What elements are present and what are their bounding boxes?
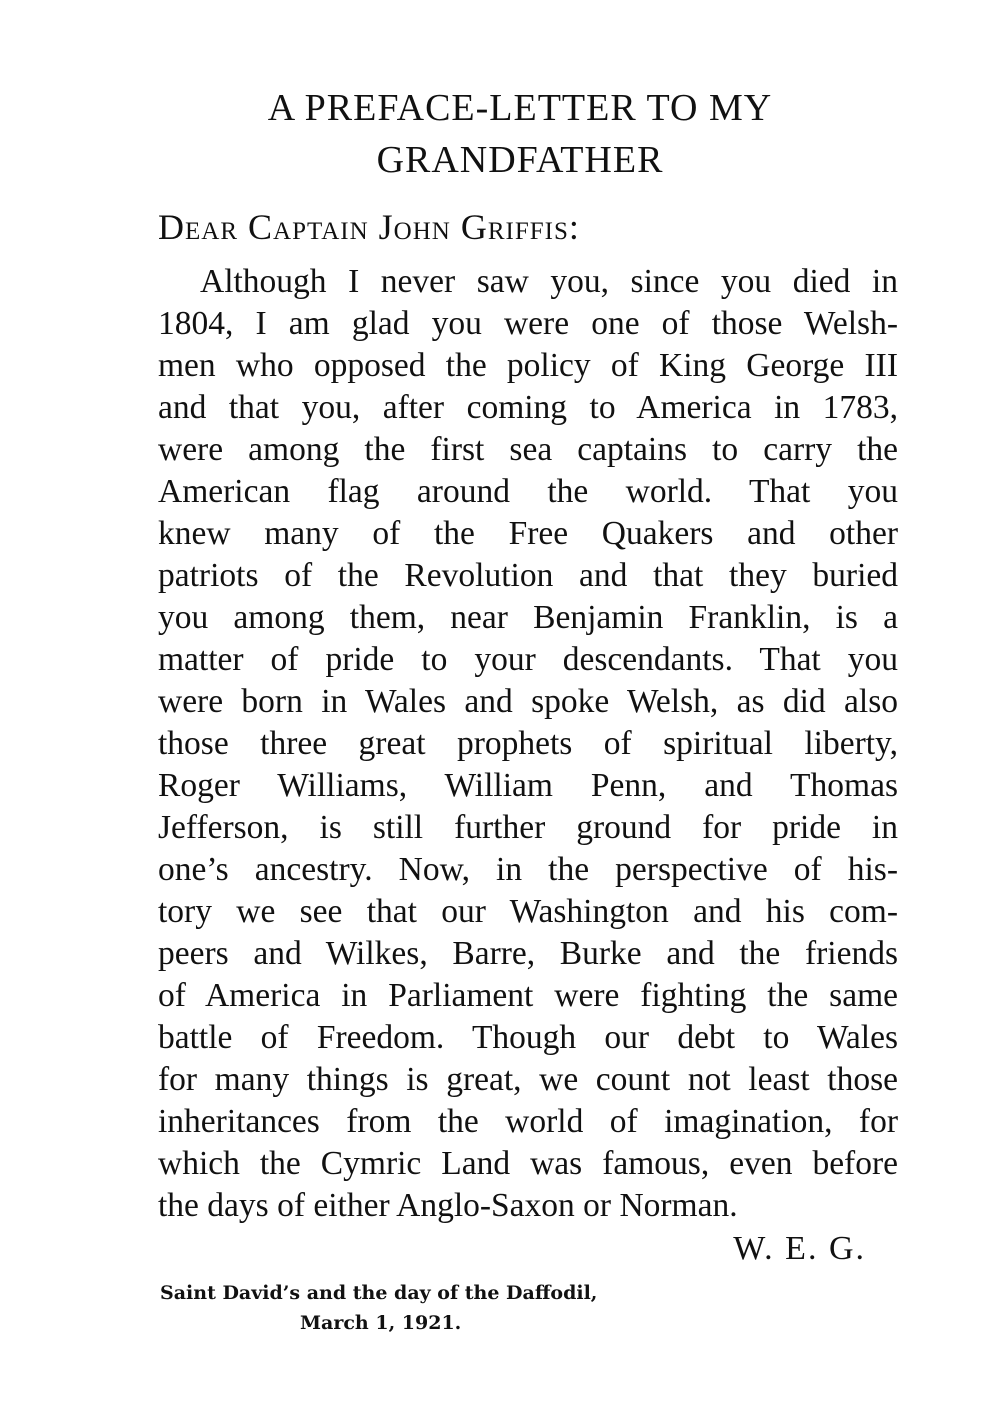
body-line: which the Cymric Land was famous, even before xyxy=(158,1145,898,1182)
body-line: patriots of the Revolution and that they buried xyxy=(158,557,898,594)
body-line: tory we see that our Washington and his com- xyxy=(158,893,898,930)
title-line-2: GRANDFATHER xyxy=(376,139,664,181)
body-line: Roger Williams, William Penn, and Thomas xyxy=(158,767,898,804)
body-line: matter of pride to your descendants. That you xyxy=(158,641,898,678)
body-line: battle of Freedom. Though our debt to Wales xyxy=(158,1019,898,1056)
body-line: men who opposed the policy of King George III xyxy=(158,347,898,384)
body-line: were among the first sea captains to carry the xyxy=(158,431,898,468)
body-line: 1804, I am glad you were one of those Welsh- xyxy=(158,305,898,342)
footnote-date: March 1, 1921. xyxy=(300,1312,462,1334)
body-line: of America in Parliament were fighting the same xyxy=(158,977,898,1014)
body-line: Jefferson, is still further ground for pride in xyxy=(158,809,898,846)
body-line: those three great prophets of spiritual liberty, xyxy=(158,725,898,762)
body-line: for many things is great, we count not least those xyxy=(158,1061,898,1098)
body-line: the days of either Anglo-Saxon or Norman. xyxy=(158,1187,738,1224)
title-line-1: A PREFACE-LETTER TO MY xyxy=(267,87,773,129)
body-line: American flag around the world. That you xyxy=(158,473,898,510)
body-line: Although I never saw you, since you died in xyxy=(200,263,898,300)
body-line: you among them, near Benjamin Franklin, is a xyxy=(158,599,898,636)
body-line: inheritances from the world of imagination, for xyxy=(158,1103,898,1140)
body-line: one’s ancestry. Now, in the perspective of his- xyxy=(158,851,898,888)
salutation: Dear Captain John Griffis: xyxy=(158,207,580,247)
footnote-dedication: Saint David’s and the day of the Daffodil, xyxy=(160,1282,598,1304)
body-line: peers and Wilkes, Barre, Burke and the friends xyxy=(158,935,898,972)
body-line: were born in Wales and spoke Welsh, as did also xyxy=(158,683,898,720)
signature: W. E. G. xyxy=(733,1230,866,1267)
body-line: and that you, after coming to America in 1783, xyxy=(158,389,898,426)
body-line: knew many of the Free Quakers and other xyxy=(158,515,898,552)
